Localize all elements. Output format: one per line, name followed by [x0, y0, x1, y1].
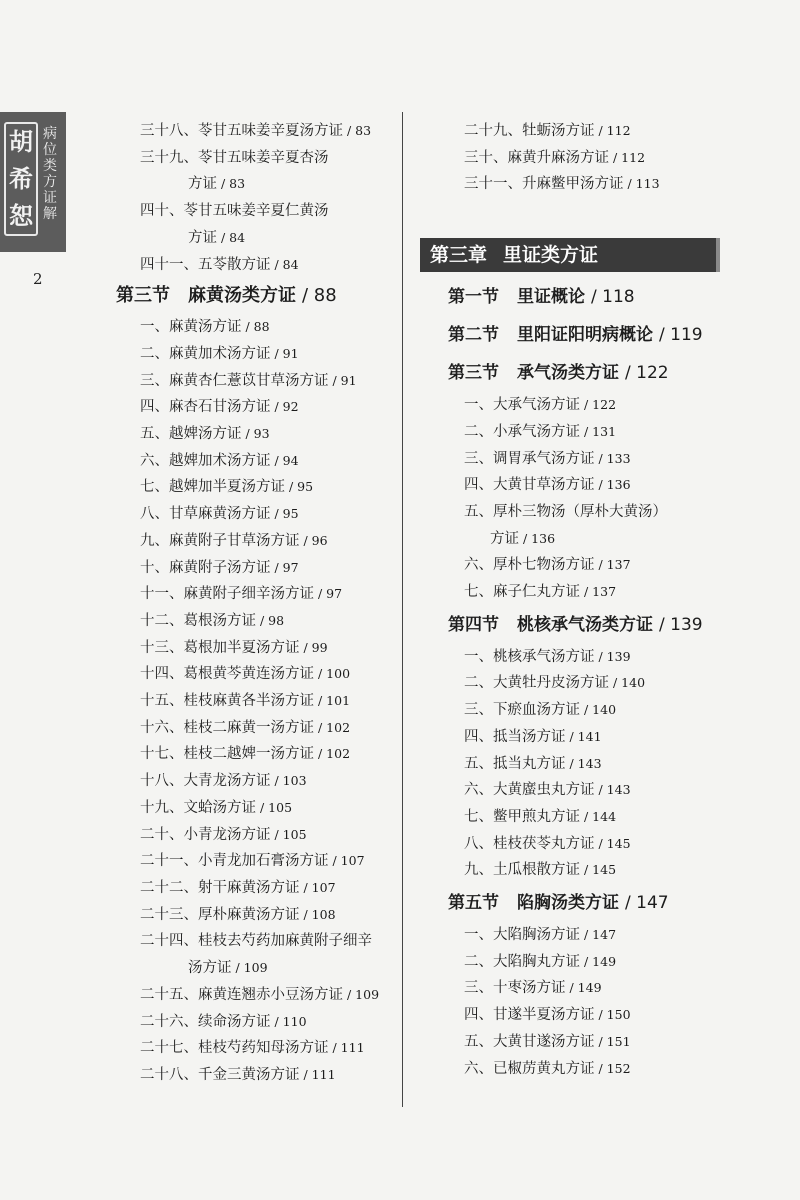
- toc-entry: [140, 875, 395, 902]
- chapter-title: 里证类方证: [503, 244, 599, 267]
- section-heading: [448, 316, 760, 354]
- toc-entry: [420, 857, 760, 884]
- entry-title: 二十五、麻黄连翘赤小豆汤方证: [140, 986, 343, 1003]
- page-ref: / 95: [274, 506, 299, 522]
- toc-entry: [140, 314, 395, 341]
- entry-title: 一、大陷胸汤方证: [464, 927, 580, 944]
- entry-title: 五、越婢汤方证: [140, 426, 242, 443]
- section-heading: [116, 278, 395, 314]
- entry-title: 三十八、苓甘五味姜辛夏汤方证: [140, 123, 343, 139]
- section-number: 第一节: [448, 287, 499, 308]
- page-ref: / 151: [598, 1033, 631, 1049]
- section-number: 第四节: [448, 614, 499, 635]
- section-title: 桃核承气汤类方证: [517, 614, 653, 635]
- page-ref: / 149: [569, 980, 602, 996]
- entry-title: 七、麻子仁丸方证: [464, 584, 580, 601]
- section-title: 承气汤类方证: [517, 363, 619, 384]
- entry-title: 二、小承气汤方证: [464, 423, 580, 440]
- author-seal-logo: [4, 122, 38, 236]
- entry-title: 四十一、五苓散方证: [140, 256, 271, 273]
- entry-title: 一、大承气汤方证: [464, 397, 580, 414]
- page-ref: / 119: [659, 325, 703, 346]
- page-ref: / 110: [274, 1013, 307, 1029]
- toc-entry: [420, 949, 760, 976]
- section-heading: [448, 884, 760, 922]
- entry-title: 八、桂枝茯苓丸方证: [464, 835, 595, 852]
- toc-entry: [140, 252, 395, 279]
- page-ref: / 144: [584, 808, 617, 824]
- seal-char: 恕: [9, 200, 33, 230]
- entry-title: 九、土瓜根散方证: [464, 862, 580, 879]
- entry-title: 五、抵当丸方证: [464, 755, 566, 772]
- page-ref: / 97: [318, 586, 343, 602]
- toc-entry: [420, 145, 760, 172]
- toc-entry: [420, 579, 760, 606]
- page-ref: / 143: [598, 782, 631, 798]
- toc-entry: [420, 419, 760, 446]
- entry-title: 方证: [188, 229, 217, 246]
- toc-entry-continuation: [140, 955, 395, 982]
- seal-char: 胡: [9, 127, 33, 157]
- entry-title: 二十、小青龙汤方证: [140, 826, 271, 843]
- entry-title: 三、调胃承气汤方证: [464, 450, 595, 467]
- section-number: 第三节: [116, 285, 170, 307]
- chapter-heading: [420, 238, 720, 272]
- entry-title: 四、甘遂半夏汤方证: [464, 1007, 595, 1024]
- page-ref: / 94: [274, 452, 299, 468]
- page-ref: / 84: [274, 256, 299, 272]
- page-ref: / 139: [598, 648, 631, 664]
- entry-title: 十八、大青龙汤方证: [140, 773, 271, 790]
- entry-title: 四、麻杏石甘汤方证: [140, 399, 271, 416]
- page-ref: / 140: [613, 675, 646, 691]
- page-ref: / 103: [274, 773, 307, 789]
- toc-entry-continuation: [140, 225, 395, 252]
- toc-entry: [420, 751, 760, 778]
- entry-title: 十五、桂枝麻黄各半汤方证: [140, 693, 314, 710]
- entry-title: 三、下瘀血汤方证: [464, 702, 580, 719]
- entry-title: 十、麻黄附子汤方证: [140, 559, 271, 576]
- toc-entry: [140, 145, 395, 172]
- book-title: 病位类方证解: [43, 126, 57, 222]
- page-ref: / 88: [302, 285, 337, 307]
- page-ref: / 133: [598, 450, 631, 466]
- entry-title: 十四、葛根黄芩黄连汤方证: [140, 666, 314, 683]
- page-ref: / 92: [274, 399, 299, 415]
- toc-entry: [140, 118, 395, 145]
- toc-entry: [140, 822, 395, 849]
- toc-entry: [420, 472, 760, 499]
- seal-char: 希: [9, 163, 33, 193]
- page-ref: / 111: [332, 1040, 365, 1056]
- toc-entry: [420, 777, 760, 804]
- entry-title: 二十一、小青龙加石膏汤方证: [140, 853, 329, 870]
- entry-title: 七、鳖甲煎丸方证: [464, 808, 580, 825]
- entry-title: 六、大黄䗪虫丸方证: [464, 782, 595, 799]
- toc-entry: [420, 804, 760, 831]
- toc-entry: [420, 975, 760, 1002]
- page-ref: / 98: [260, 612, 285, 628]
- toc-entry: [420, 670, 760, 697]
- entry-title: 二、大陷胸丸方证: [464, 953, 580, 970]
- page-ref: / 88: [245, 319, 270, 335]
- page-ref: / 112: [598, 123, 631, 138]
- toc-entry: [140, 368, 395, 395]
- entry-title: 六、厚朴七物汤方证: [464, 557, 595, 574]
- entry-title: 三、十枣汤方证: [464, 980, 566, 997]
- page-ref: / 131: [584, 423, 617, 439]
- toc-entry: [420, 446, 760, 473]
- toc-entry: [140, 661, 395, 688]
- entry-title: 五、厚朴三物汤（厚朴大黄汤）: [464, 503, 667, 520]
- entry-title: 二、大黄牡丹皮汤方证: [464, 675, 609, 692]
- entry-title: 一、麻黄汤方证: [140, 319, 242, 336]
- page-ref: / 102: [318, 719, 351, 735]
- page-ref: / 137: [584, 584, 617, 600]
- toc-entry: [420, 1029, 760, 1056]
- toc-entry: [140, 928, 395, 955]
- entry-title: 十七、桂枝二越婢一汤方证: [140, 746, 314, 763]
- page-ref: / 122: [625, 363, 669, 384]
- entry-title: 六、越婢加术汤方证: [140, 452, 271, 469]
- toc-entry: [140, 528, 395, 555]
- toc-entry: [140, 848, 395, 875]
- toc-entry: [140, 448, 395, 475]
- page-ref: / 83: [347, 123, 372, 138]
- entry-title: 十六、桂枝二麻黄一汤方证: [140, 719, 314, 736]
- page-ref: / 145: [584, 862, 617, 878]
- page-ref: / 139: [659, 614, 703, 635]
- toc-entry: [420, 644, 760, 671]
- entry-title: 十九、文蛤汤方证: [140, 799, 256, 816]
- toc-entry: [140, 1062, 395, 1089]
- toc-entry: [140, 394, 395, 421]
- page-ref: / 91: [332, 372, 357, 388]
- entry-title: 一、桃核承气汤方证: [464, 648, 595, 665]
- entry-title: 十三、葛根加半夏汤方证: [140, 639, 300, 656]
- entry-title: 四十、苓甘五味姜辛夏仁黄汤: [140, 203, 329, 220]
- section-heading: [448, 606, 760, 644]
- entry-title: 十二、葛根汤方证: [140, 612, 256, 629]
- page-ref: / 113: [627, 176, 660, 192]
- toc-entry: [140, 635, 395, 662]
- page-ref: / 136: [523, 530, 556, 546]
- entry-title: 七、越婢加半夏汤方证: [140, 479, 285, 496]
- toc-entry: [420, 552, 760, 579]
- column-divider: [402, 112, 403, 1107]
- toc-entry: [140, 501, 395, 528]
- page-ref: / 95: [289, 479, 314, 495]
- page-ref: / 107: [332, 853, 365, 869]
- page-ref: / 83: [221, 176, 246, 192]
- page-ref: / 97: [274, 559, 299, 575]
- toc-entry: [420, 171, 760, 198]
- toc-entry: [140, 474, 395, 501]
- page-number: 2: [33, 270, 43, 288]
- section-title: 里阳证阳明病概论: [517, 325, 653, 346]
- toc-entry: [420, 724, 760, 751]
- toc-entry: [420, 499, 760, 526]
- page-ref: / 140: [584, 702, 617, 718]
- section-title: 陷胸汤类方证: [517, 893, 619, 914]
- chapter-number: 第三章: [430, 244, 488, 267]
- toc-entry: [140, 198, 395, 225]
- entry-title: 三、麻黄杏仁薏苡甘草汤方证: [140, 372, 329, 389]
- entry-title: 二十四、桂枝去芍药加麻黄附子细辛: [140, 933, 372, 950]
- toc-entry: [420, 697, 760, 724]
- entry-title: 二十九、牡蛎汤方证: [464, 123, 595, 139]
- toc-entry: [140, 1009, 395, 1036]
- toc-entry: [420, 118, 760, 145]
- entry-title: 二十八、千金三黄汤方证: [140, 1066, 300, 1083]
- page-ref: / 143: [569, 755, 602, 771]
- page-ref: / 107: [303, 879, 336, 895]
- page-ref: / 136: [598, 477, 631, 493]
- entry-title: 三十、麻黄升麻汤方证: [464, 149, 609, 166]
- section-number: 第三节: [448, 363, 499, 384]
- toc-right-column: [420, 118, 760, 1082]
- section-number: 第二节: [448, 325, 499, 346]
- entry-title: 六、已椒苈黄丸方证: [464, 1060, 595, 1077]
- entry-title: 二十六、续命汤方证: [140, 1013, 271, 1030]
- toc-entry: [140, 741, 395, 768]
- toc-entry-continuation: [420, 526, 760, 553]
- toc-entry: [420, 392, 760, 419]
- section-heading: [448, 278, 760, 316]
- page-ref: / 108: [303, 906, 336, 922]
- toc-entry: [420, 831, 760, 858]
- page-ref: / 105: [274, 826, 307, 842]
- toc-entry-continuation: [140, 171, 395, 198]
- page-ref: / 122: [584, 397, 617, 413]
- page-ref: / 118: [591, 287, 635, 308]
- page-ref: / 152: [598, 1060, 631, 1076]
- entry-title: 八、甘草麻黄汤方证: [140, 506, 271, 523]
- entry-title: 四、大黄甘草汤方证: [464, 477, 595, 494]
- toc-entry: [140, 421, 395, 448]
- page-ref: / 147: [584, 927, 617, 943]
- page-ref: / 147: [625, 893, 669, 914]
- entry-title: 十一、麻黄附子细辛汤方证: [140, 586, 314, 603]
- page-ref: / 112: [613, 149, 646, 165]
- section-heading: [448, 354, 760, 392]
- section-number: 第五节: [448, 893, 499, 914]
- toc-entry: [140, 768, 395, 795]
- entry-title: 汤方证: [188, 960, 232, 977]
- entry-title: 三十九、苓甘五味姜辛夏杏汤: [140, 149, 329, 166]
- entry-title: 二、麻黄加术汤方证: [140, 345, 271, 362]
- entry-title: 三十一、升麻鳖甲汤方证: [464, 176, 624, 193]
- entry-title: 方证: [188, 176, 217, 193]
- entry-title: 方证: [490, 530, 519, 547]
- toc-entry: [140, 341, 395, 368]
- page-ref: / 141: [569, 728, 602, 744]
- page-ref: / 100: [318, 666, 351, 682]
- entry-title: 二十三、厚朴麻黄汤方证: [140, 906, 300, 923]
- toc-entry: [140, 795, 395, 822]
- page-ref: / 150: [598, 1007, 631, 1023]
- section-title: 里证概论: [517, 287, 585, 308]
- entry-title: 二十七、桂枝芍药知母汤方证: [140, 1040, 329, 1057]
- page-ref: / 109: [235, 960, 268, 976]
- entry-title: 四、抵当汤方证: [464, 728, 566, 745]
- page-ref: / 105: [260, 799, 293, 815]
- toc-entry: [140, 555, 395, 582]
- toc-entry: [140, 581, 395, 608]
- toc-entry: [420, 922, 760, 949]
- toc-entry: [140, 902, 395, 929]
- page-ref: / 84: [221, 229, 246, 245]
- page-ref: / 102: [318, 746, 351, 762]
- toc-left-column: [116, 118, 395, 1089]
- toc-entry: [420, 1056, 760, 1083]
- page-ref: / 99: [303, 639, 328, 655]
- page-ref: / 149: [584, 953, 617, 969]
- entry-title: 二十二、射干麻黄汤方证: [140, 879, 300, 896]
- toc-entry: [140, 688, 395, 715]
- toc-entry: [140, 982, 395, 1009]
- page-ref: / 111: [303, 1066, 336, 1082]
- section-title: 麻黄汤类方证: [188, 285, 296, 307]
- entry-title: 九、麻黄附子甘草汤方证: [140, 532, 300, 549]
- page-ref: / 109: [347, 986, 380, 1002]
- page-ref: / 93: [245, 426, 270, 442]
- page-ref: / 145: [598, 835, 631, 851]
- entry-title: 五、大黄甘遂汤方证: [464, 1033, 595, 1050]
- toc-entry: [140, 1035, 395, 1062]
- page-ref: / 91: [274, 345, 299, 361]
- toc-entry: [420, 1002, 760, 1029]
- page-ref: / 96: [303, 532, 328, 548]
- toc-entry: [140, 715, 395, 742]
- toc-entry: [140, 608, 395, 635]
- page-ref: / 137: [598, 557, 631, 573]
- page-ref: / 101: [318, 693, 351, 709]
